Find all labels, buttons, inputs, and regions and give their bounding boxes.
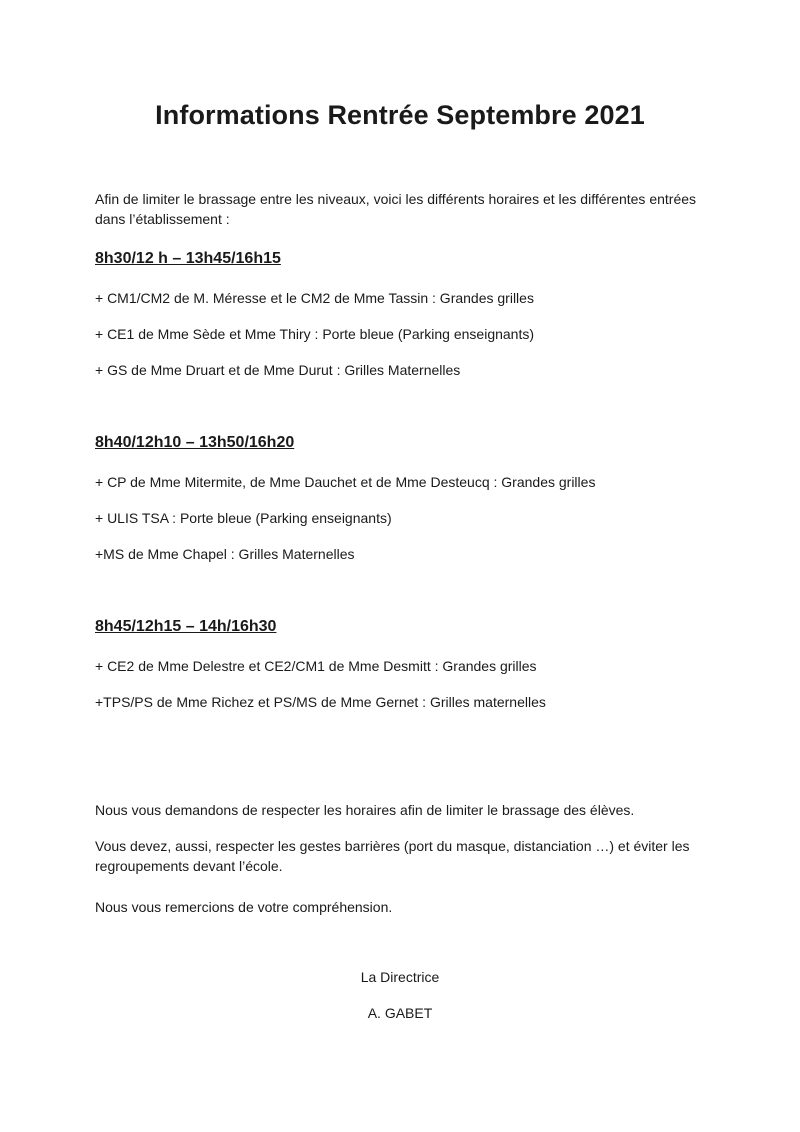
signature-role: La Directrice	[360, 969, 440, 985]
section-2-item-3: +MS de Mme Chapel : Grilles Maternelles	[95, 546, 355, 562]
page-title: Informations Rentrée Septembre 2021	[155, 100, 645, 130]
closing-paragraph-3: Nous vous remercions de votre compréhension.	[95, 899, 393, 915]
intro-paragraph: Afin de limiter le brassage entre les niveaux, voici les différents horaires et les différentes entrées dans l’établissement :	[95, 191, 697, 227]
signature-name: A. GABET	[367, 1005, 433, 1021]
section-2-item-1: + CP de Mme Mitermite, de Mme Dauchet et de Mme Desteucq : Grandes grilles	[95, 474, 596, 490]
section-1-item-2: + CE1 de Mme Sède et Mme Thiry : Porte bleue (Parking enseignants)	[95, 326, 535, 342]
section-3-item-2: +TPS/PS de Mme Richez et PS/MS de Mme Gernet : Grilles maternelles	[95, 694, 546, 710]
section-3-heading: 8h45/12h15 – 14h/16h30	[95, 618, 277, 635]
section-1-item-3: + GS de Mme Druart et de Mme Durut : Grilles Maternelles	[95, 362, 461, 378]
section-1-heading: 8h30/12 h – 13h45/16h15	[95, 250, 281, 267]
closing-paragraph-2: Vous devez, aussi, respecter les gestes barrières (port du masque, distanciation …) et éviter les regroupements devant l’école.	[95, 838, 690, 874]
section-2-heading: 8h40/12h10 – 13h50/16h20	[95, 434, 295, 451]
section-3-item-1: + CE2 de Mme Delestre et CE2/CM1 de Mme Desmitt : Grandes grilles	[95, 658, 537, 674]
section-1-item-1: + CM1/CM2 de M. Méresse et le CM2 de Mme Tassin : Grandes grilles	[95, 290, 534, 306]
closing-paragraph-1: Nous vous demandons de respecter les horaires afin de limiter le brassage des élèves.	[95, 802, 635, 818]
section-2-item-2: + ULIS TSA : Porte bleue (Parking enseignants)	[95, 510, 392, 526]
